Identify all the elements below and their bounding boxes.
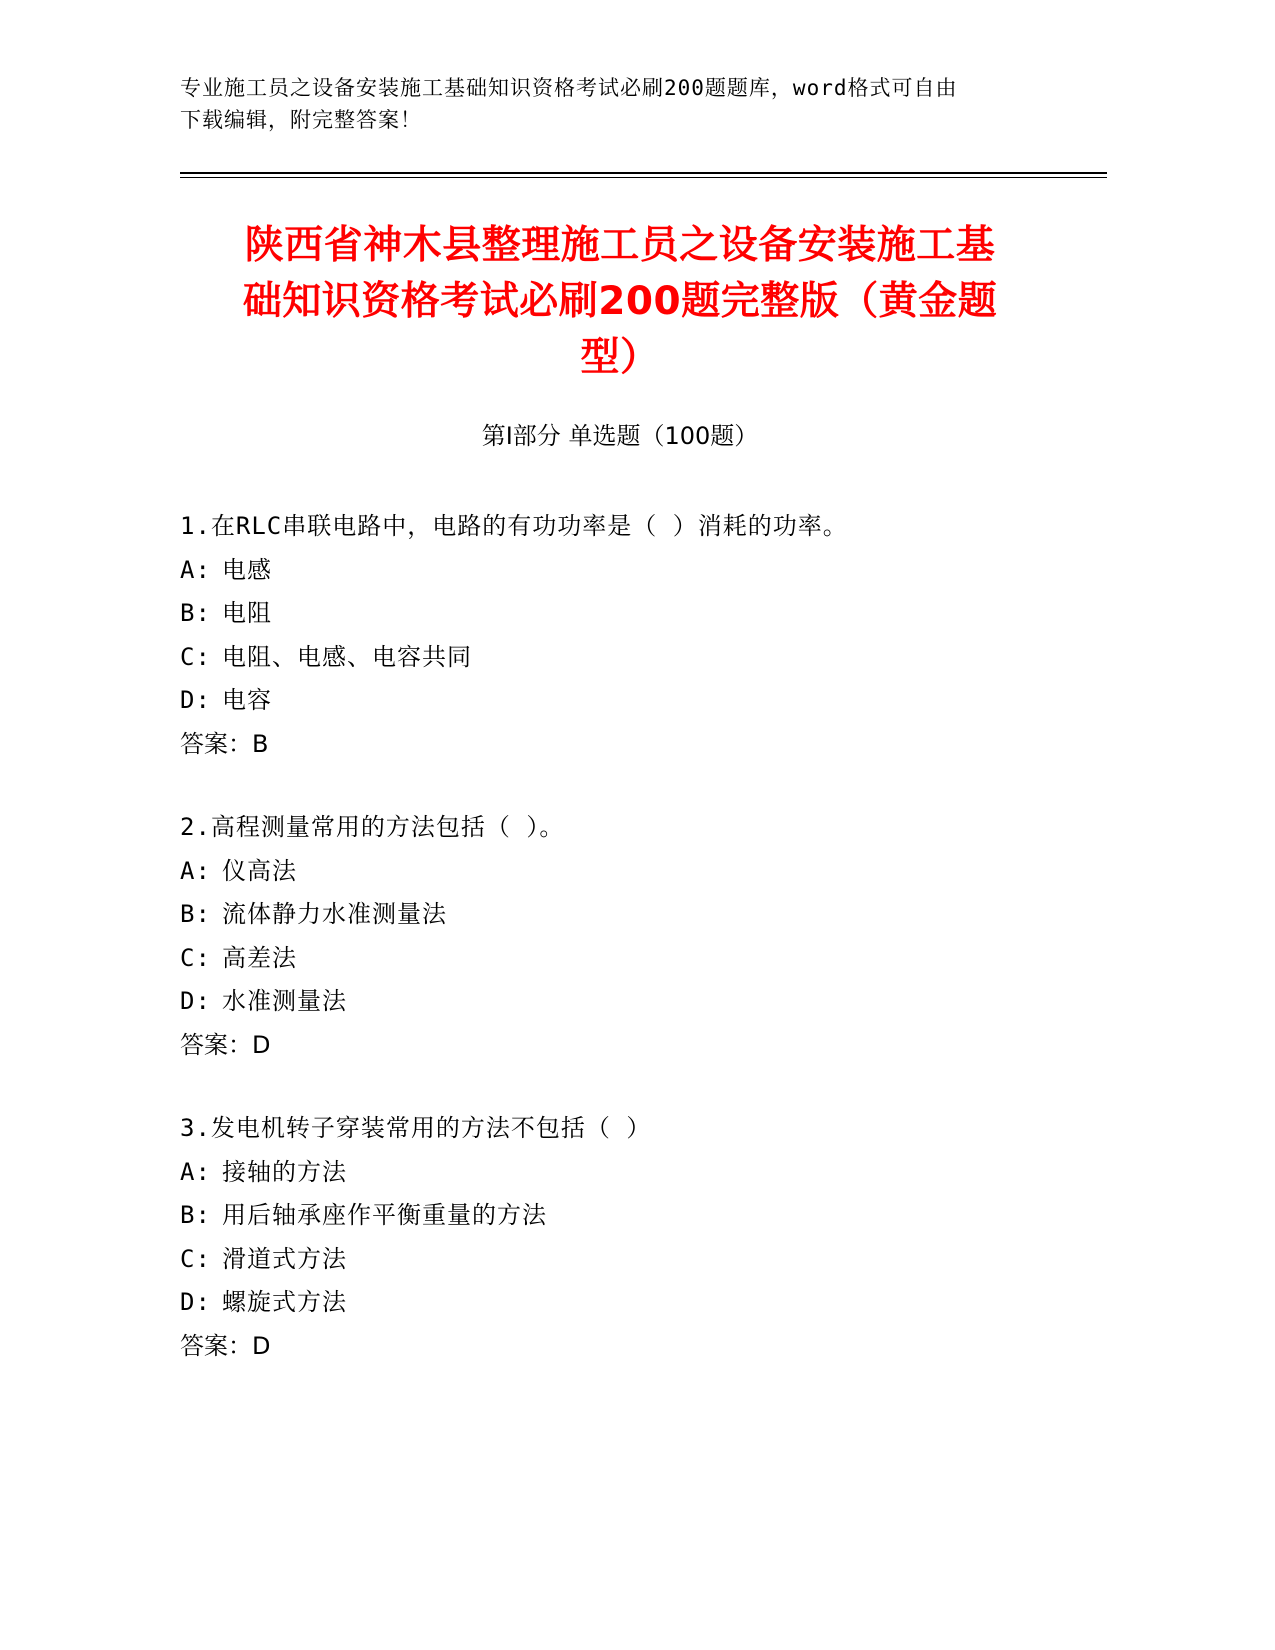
question-option (180, 980, 1100, 1024)
option-key: A: (180, 555, 211, 584)
document-title-line-3: 型） (580, 335, 660, 380)
option-key: C: (180, 943, 211, 972)
question-answer: 答案：B (180, 729, 269, 758)
question-answer: 答案：D (180, 1331, 271, 1360)
question-option (180, 850, 1100, 894)
header-note (180, 72, 1060, 136)
header-note-line-2: 下载编辑，附完整答案！ (180, 108, 422, 132)
option-key: C: (180, 1244, 211, 1273)
option-key: D: (180, 686, 211, 714)
question-option (180, 592, 1100, 636)
option-text: 流体静力水准测量法 (222, 900, 447, 928)
option-text: 用后轴承座作平衡重量的方法 (222, 1201, 547, 1229)
question-option (180, 549, 1100, 593)
question-item (180, 806, 1100, 1067)
header-note-line-1: 专业施工员之设备安装施工基础知识资格考试必刷200题题库，word格式可自由 (180, 76, 958, 100)
question-option (180, 636, 1100, 680)
option-key: A: (180, 856, 211, 885)
question-option (180, 1281, 1100, 1325)
option-text: 电感 (222, 555, 272, 584)
document-title-line-1: 陕西省神木县整理施工员之设备安装施工基 (244, 223, 996, 268)
question-option (180, 1151, 1100, 1195)
question-stem: 2.高程测量常用的方法包括（ ）。 (180, 813, 565, 841)
option-key: D: (180, 987, 211, 1015)
option-text: 高差法 (222, 943, 297, 972)
option-text: 接轴的方法 (222, 1157, 347, 1186)
option-text: 水准测量法 (222, 987, 347, 1015)
section-heading: 第I部分 单选题（100题） (481, 422, 759, 450)
option-key: B: (180, 1201, 211, 1229)
option-key: B: (180, 599, 211, 627)
question-item (180, 1107, 1100, 1368)
question-option (180, 937, 1100, 981)
option-key: A: (180, 1157, 211, 1186)
header-divider-thick (180, 172, 1107, 174)
option-text: 滑道式方法 (222, 1244, 347, 1273)
question-option (180, 679, 1100, 723)
document-title-line-2: 础知识资格考试必刷200题完整版（黄金题 (242, 279, 998, 324)
option-text: 电阻、电感、电容共同 (222, 642, 472, 671)
option-text: 螺旋式方法 (222, 1288, 347, 1316)
question-answer: 答案：D (180, 1030, 271, 1059)
option-text: 电阻 (222, 599, 272, 627)
option-key: B: (180, 900, 211, 928)
header-divider-thin (180, 177, 1107, 178)
option-key: C: (180, 642, 211, 671)
question-item (180, 505, 1100, 766)
question-option (180, 893, 1100, 937)
question-stem: 1.在RLC串联电路中，电路的有功功率是（ ）消耗的功率。 (180, 512, 848, 540)
question-list (180, 505, 1100, 1408)
option-key: D: (180, 1288, 211, 1316)
option-text: 电容 (222, 686, 272, 714)
question-option (180, 1194, 1100, 1238)
option-text: 仪高法 (222, 856, 297, 885)
question-stem: 3.发电机转子穿装常用的方法不包括（ ） (180, 1114, 652, 1142)
document-title (180, 218, 1060, 386)
question-option (180, 1238, 1100, 1282)
